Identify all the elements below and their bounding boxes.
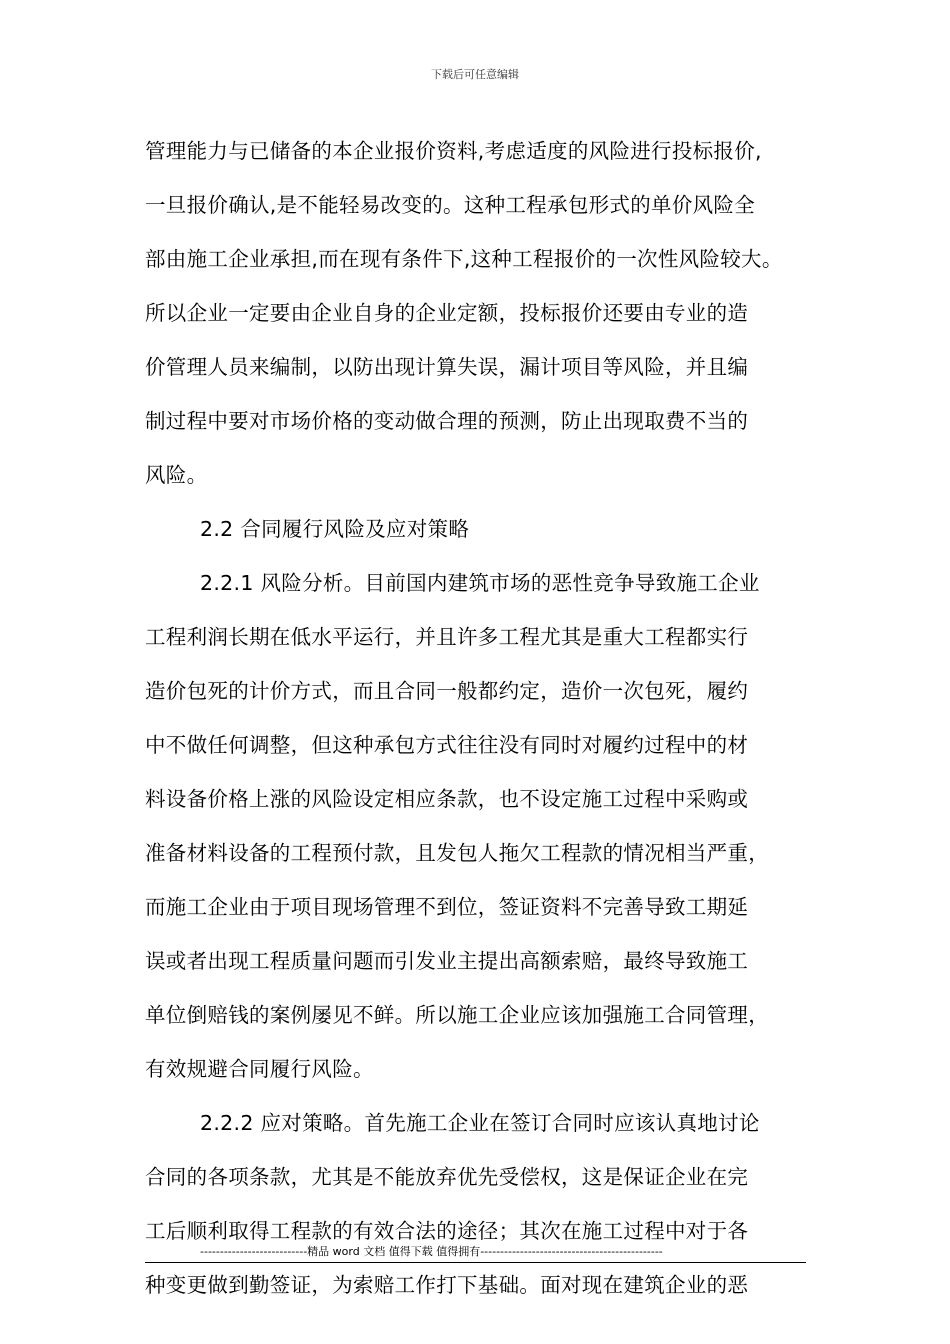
body-line: 一旦报价确认,是不能轻易改变的。这种工程承包形式的单价风险全: [145, 193, 756, 217]
subsection-line: 2.2.1 风险分析。目前国内建筑市场的恶性竞争导致施工企业: [200, 571, 760, 595]
body-line: 风险。: [145, 463, 208, 487]
section-heading: 2.2 合同履行风险及应对策略: [200, 517, 470, 541]
body-line: 种变更做到勤签证，为索赔工作打下基础。面对现在建筑企业的恶: [145, 1273, 749, 1297]
subsection-line: 2.2.2 应对策略。首先施工企业在签订合同时应该认真地讨论: [200, 1111, 760, 1135]
body-line: 料设备价格上涨的风险设定相应条款，也不设定施工过程中采购或: [145, 787, 749, 811]
body-line: 制过程中要对市场价格的变动做合理的预测，防止出现取费不当的: [145, 409, 749, 433]
body-line: 价管理人员来编制，以防出现计算失误，漏计项目等风险，并且编: [145, 355, 749, 379]
page-header-note: 下载后可任意编辑: [431, 68, 519, 81]
body-line: 造价包死的计价方式，而且合同一般都约定，造价一次包死，履约: [145, 679, 749, 703]
body-line: 单位倒赔钱的案例屡见不鲜。所以施工企业应该加强施工合同管理，: [145, 1003, 769, 1027]
footer-divider: [145, 1262, 806, 1263]
document-body: [145, 124, 835, 1312]
body-line: 管理能力与已储备的本企业报价资料,考虑适度的风险进行投标报价,: [145, 139, 762, 163]
body-line: 中不做任何调整，但这种承包方式往往没有同时对履约过程中的材: [145, 733, 749, 757]
body-line: 准备材料设备的工程预付款，且发包人拖欠工程款的情况相当严重，: [145, 841, 769, 865]
body-line: 有效规避合同履行风险。: [145, 1057, 374, 1081]
page-footer-text: ---------------------------精品 word 文档 值得下载 值得拥有----------------------------------------------: [200, 1245, 663, 1258]
body-line: 误或者出现工程质量问题而引发业主提出高额索赔，最终导致施工: [145, 949, 749, 973]
body-line: 工程利润长期在低水平运行，并且许多工程尤其是重大工程都实行: [145, 625, 749, 649]
body-line: 而施工企业由于项目现场管理不到位，签证资料不完善导致工期延: [145, 895, 749, 919]
body-line: 工后顺利取得工程款的有效合法的途径；其次在施工过程中对于各: [145, 1219, 749, 1243]
body-line: 部由施工企业承担,而在现有条件下,这种工程报价的一次性风险较大。: [145, 247, 783, 271]
body-line: 合同的各项条款，尤其是不能放弃优先受偿权，这是保证企业在完: [145, 1165, 749, 1189]
body-line: 所以企业一定要由企业自身的企业定额，投标报价还要由专业的造: [145, 301, 749, 325]
